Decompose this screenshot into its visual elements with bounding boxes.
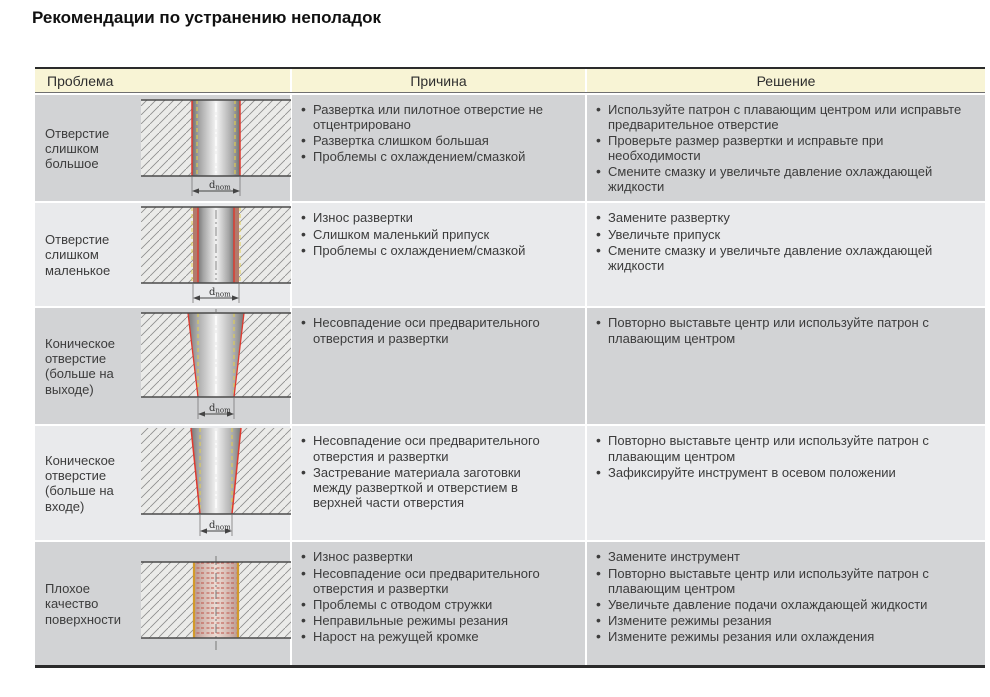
dim-arrow-right [232, 295, 239, 300]
solution-item: • Повторно выставьте центр или используйте патрон с плавающим центром [595, 566, 975, 596]
problem-label: Плохое качество поверхности [45, 581, 121, 627]
solution-item: • Измените режимы резания [595, 613, 975, 628]
solution-cell [587, 426, 985, 540]
problem-cell [35, 203, 290, 306]
problem-cell [35, 308, 290, 424]
problem-label: Коническое отверстие (больше на выходе) [45, 336, 116, 397]
troubleshooting-table [35, 67, 985, 668]
tapered-hole-exit-illustration [141, 309, 291, 423]
table-header-row [35, 67, 985, 93]
solution-item: • Увеличьте давление подачи охлаждающей жидкости [595, 597, 975, 612]
cause-cell [292, 95, 585, 201]
problem-label: Отверстие слишком большое [45, 125, 110, 171]
solution-list [595, 433, 975, 479]
cause-list [300, 315, 550, 345]
dim-arrow-left [198, 412, 205, 417]
problem-cell [35, 426, 290, 540]
solution-list [595, 315, 975, 345]
dim-label: dnom [209, 520, 231, 532]
cause-cell [292, 426, 585, 540]
cause-item: • Нарост на режущей кромке [300, 629, 550, 644]
dim-arrow-left [193, 295, 200, 300]
cause-item: • Неправильные режимы резания [300, 613, 550, 628]
cause-item: • Слишком маленький припуск [300, 227, 550, 242]
page-title: Рекомендации по устранению неполадок [32, 8, 382, 27]
dim-label: dnom [209, 180, 231, 192]
cause-cell [292, 308, 585, 424]
hole-too-small-illustration [141, 204, 291, 306]
solution-item: • Зафиксируйте инструмент в осевом положении [595, 465, 975, 480]
solution-cell [587, 308, 985, 424]
solution-item: • Повторно выставьте центр или используйте патрон с плавающим центром [595, 433, 975, 463]
problem-label: Коническое отверстие (больше на входе) [45, 453, 116, 514]
table-row-hole-too-large [35, 95, 985, 201]
tapered-hole-entry-illustration [141, 426, 291, 540]
problem-cell [35, 95, 290, 201]
table-row-tapered-exit [35, 308, 985, 424]
cause-list [300, 102, 550, 164]
cause-item: • Развертка или пилотное отверстие не отцентрировано [300, 102, 550, 132]
remaining-stock-left [193, 207, 198, 283]
cause-cell [292, 203, 585, 306]
header-cell-cause: Причина [292, 69, 585, 92]
cause-item: • Развертка слишком большая [300, 133, 550, 148]
cause-item: • Износ развертки [300, 210, 550, 225]
hole-cross-section-drawing [141, 556, 291, 652]
cause-item: • Износ развертки [300, 549, 550, 564]
cause-cell [292, 542, 585, 665]
dim-arrow-left [200, 529, 207, 534]
solution-item: • Повторно выставьте центр или используйте патрон с плавающим центром [595, 315, 975, 345]
hole-cross-section-drawing [141, 426, 291, 540]
solution-item: • Смените смазку и увеличьте давление охлаждающей жидкости [595, 243, 975, 273]
solution-item: • Используйте патрон с плавающим центром или исправьте предварительное отверстие [595, 102, 975, 132]
dim-arrow-left [192, 189, 199, 194]
solution-cell [587, 203, 985, 306]
solution-item: • Проверьте размер развертки и исправьте при необходимости [595, 133, 975, 163]
cause-item: • Несовпадение оси предварительного отверстия и развертки [300, 566, 550, 596]
cause-item: • Несовпадение оси предварительного отверстия и развертки [300, 315, 550, 345]
hole-cross-section-drawing [141, 204, 291, 306]
cause-item: • Проблемы с охлаждением/смазкой [300, 149, 550, 164]
table-row-hole-too-small [35, 203, 985, 306]
dim-label: dnom [209, 403, 231, 415]
cause-item: • Несовпадение оси предварительного отверстия и развертки [300, 433, 550, 463]
hole-cross-section-drawing [141, 309, 291, 423]
header-cell-solution: Решение [587, 69, 985, 92]
cause-item: • Проблемы с охлаждением/смазкой [300, 243, 550, 258]
hole-too-large-illustration [141, 97, 291, 199]
solution-item: • Замените развертку [595, 210, 975, 225]
table-row-poor-surface [35, 542, 985, 668]
solution-cell [587, 542, 985, 665]
cause-list [300, 210, 550, 257]
solution-list [595, 102, 975, 194]
solution-list [595, 210, 975, 272]
solution-item: • Смените смазку и увеличьте давление охлаждающей жидкости [595, 164, 975, 194]
dim-label: dnom [209, 286, 231, 299]
problem-label: Отверстие слишком маленькое [45, 232, 111, 278]
table-row-tapered-entry [35, 426, 985, 540]
header-cell-problem: Проблема [35, 69, 290, 92]
solution-cell [587, 95, 985, 201]
solution-item: • Замените инструмент [595, 549, 975, 564]
solution-item: • Измените режимы резания или охлаждения [595, 629, 975, 644]
solution-list [595, 549, 975, 643]
hole-cross-section-drawing [141, 97, 291, 199]
cause-item: • Застревание материала заготовки между разверткой и отверстием в верхней части отверстия [300, 465, 550, 510]
dim-arrow-right [233, 189, 240, 194]
cause-item: • Проблемы с отводом стружки [300, 597, 550, 612]
cause-list [300, 433, 550, 509]
solution-item: • Увеличьте припуск [595, 227, 975, 242]
cause-list [300, 549, 550, 643]
problem-cell [35, 542, 290, 665]
poor-surface-illustration [141, 556, 291, 652]
remaining-stock-right [234, 207, 239, 283]
